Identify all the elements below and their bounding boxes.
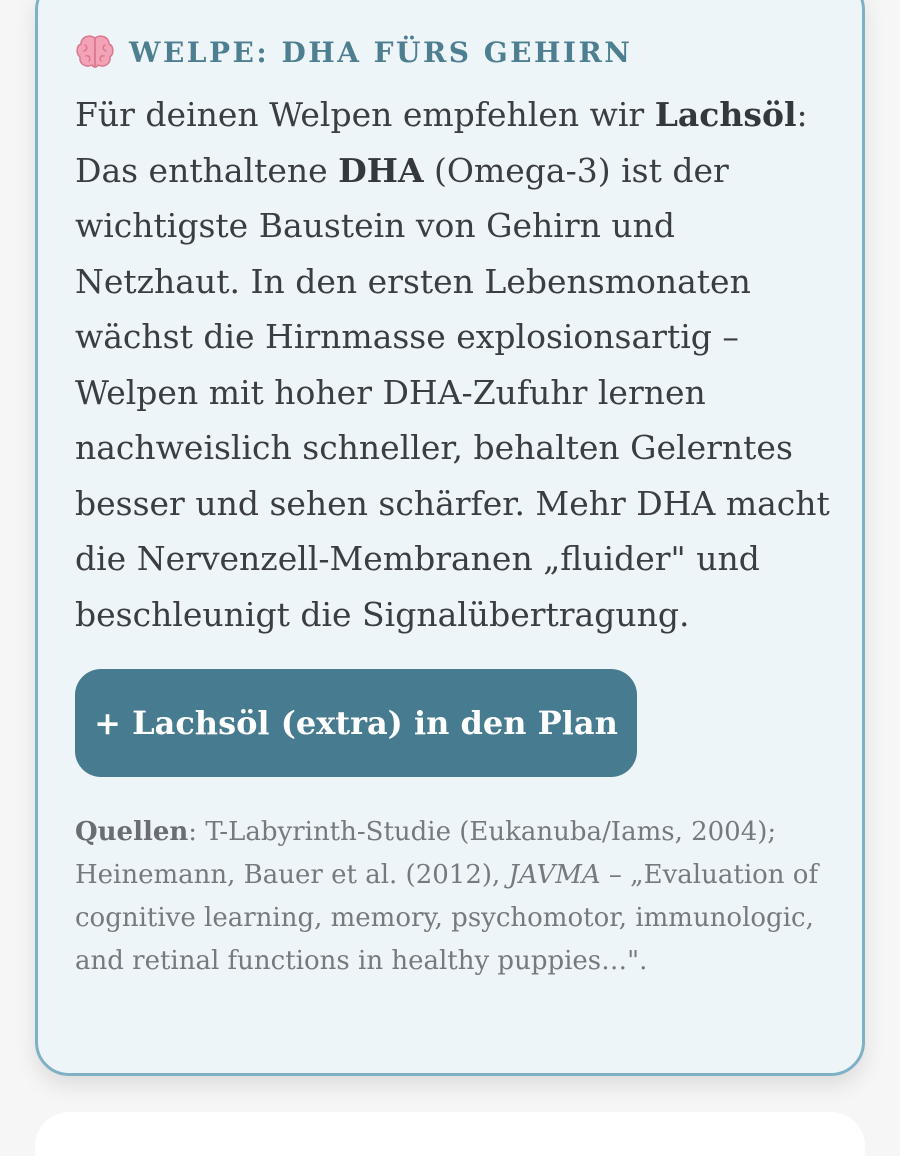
description-text: : Das enthaltene — [75, 95, 808, 190]
description-text: Für deinen Welpen empfehlen wir — [75, 95, 655, 134]
add-lachsoel-button[interactable]: + Lachsöl (extra) in den Plan — [75, 669, 637, 777]
brain-icon — [75, 34, 115, 70]
card-description — [75, 87, 845, 642]
dha-info-card — [35, 0, 865, 1076]
nutrient-name-dha: DHA — [338, 150, 424, 190]
sources-text: : T-Labyrinth-Studie (Eukanuba/Iams, 2004); Heinemann, Bauer et al. (2012), — [75, 817, 777, 890]
description-text: (Omega-3) ist der wichtigste Baustein von Gehirn und Netzhaut. In den ersten Lebensmonaten wächst die Hirnmasse explosionsartig – Welpen mit hoher DHA-Zufuhr lernen nachweislich schneller, behalten Gelerntes besser und sehen schärfer. Mehr DHA macht die Nervenzell-Membranen „fluider" und beschleunigt die Signalübertragung. — [75, 150, 830, 634]
sources-label: Quellen — [75, 817, 189, 847]
card-title: WELPE: DHA FÜRS GEHIRN — [129, 35, 633, 69]
sources-note — [75, 811, 845, 983]
next-card — [35, 1112, 865, 1156]
product-name-lachsoel: Lachsöl — [654, 95, 797, 134]
card-header — [75, 34, 632, 70]
sources-text: – „Evaluation of cognitive learning, memory, psychomotor, immunologic, and retinal functions in healthy puppies…". — [75, 860, 819, 976]
journal-name: JAVMA — [508, 860, 601, 890]
